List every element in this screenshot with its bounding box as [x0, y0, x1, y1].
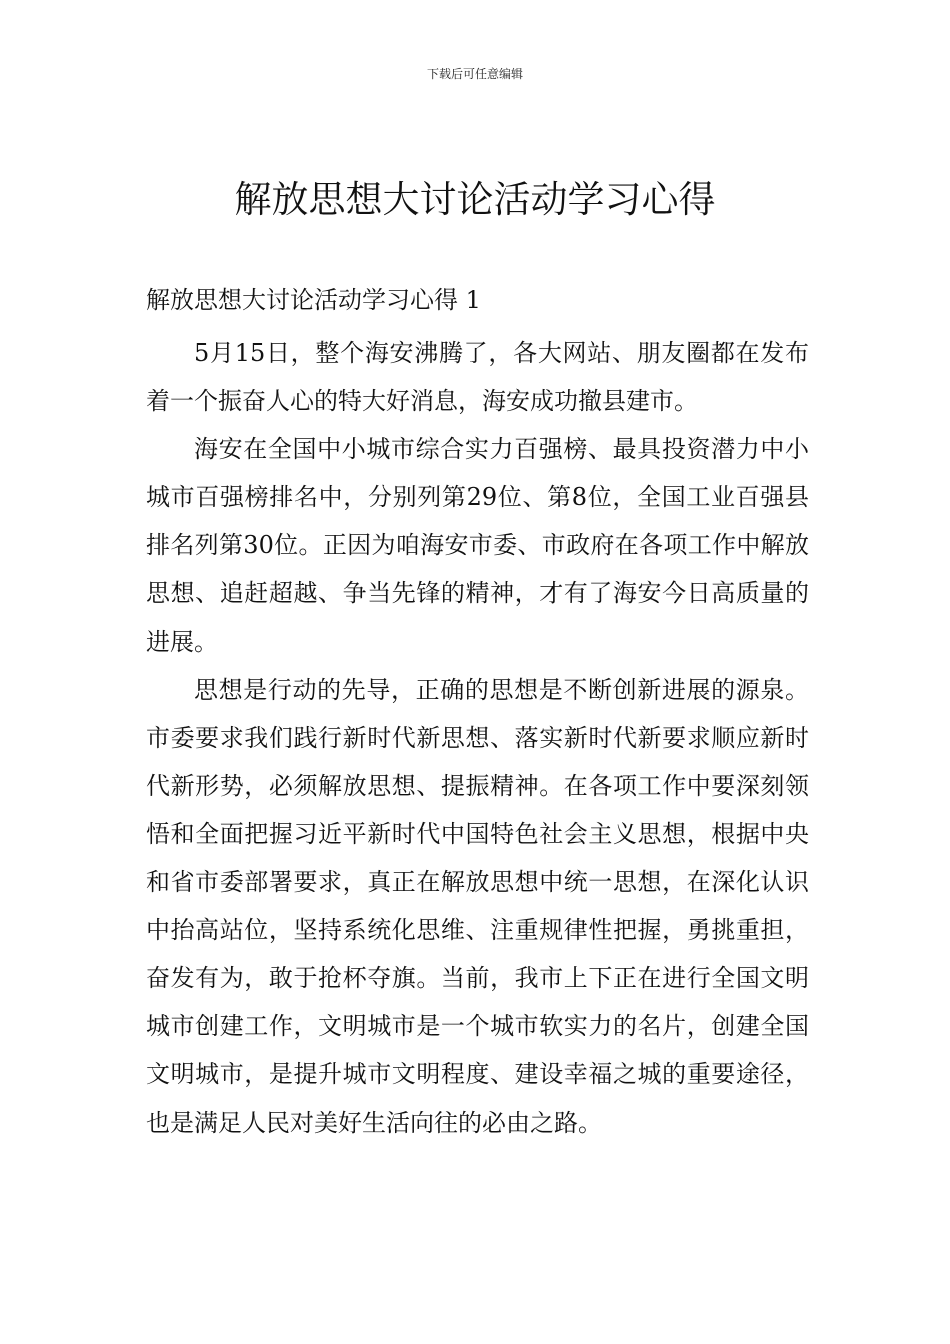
paragraph: 5月15日，整个海安沸腾了，各大网站、朋友圈都在发布着一个振奋人心的特大好消息，海安成功撤县建市。	[146, 339, 809, 416]
document-title: 解放思想大讨论活动学习心得	[234, 178, 716, 221]
document-body	[146, 329, 809, 1147]
section-heading: 解放思想大讨论活动学习心得 1	[146, 286, 481, 314]
header-note: 下载后可任意编辑	[426, 67, 523, 81]
paragraph: 海安在全国中小城市综合实力百强榜、最具投资潜力中小城市百强榜排名中，分别列第29位、第8位，全国工业百强县排名列第30位。正因为咱海安市委、市政府在各项工作中解放思想、追赶超越、争当先锋的精神，才有了海安今日高质量的进展。	[146, 435, 809, 656]
paragraph: 思想是行动的先导，正确的思想是不断创新进展的源泉。市委要求我们践行新时代新思想、落实新时代新要求顺应新时代新形势，必须解放思想、提振精神。在各项工作中要深刻领悟和全面把握习近平新时代中国特色社会主义思想，根据中央和省市委部署要求，真正在解放思想中统一思想，在深化认识中抬高站位，坚持系统化思维、注重规律性把握，勇挑重担，奋发有为，敢于抢杯夺旗。当前，我市上下正在进行全国文明城市创建工作，文明城市是一个城市软实力的名片，创建全国文明城市，是提升城市文明程度、建设幸福之城的重要途径，也是满足人民对美好生活向往的必由之路。	[146, 675, 809, 1137]
